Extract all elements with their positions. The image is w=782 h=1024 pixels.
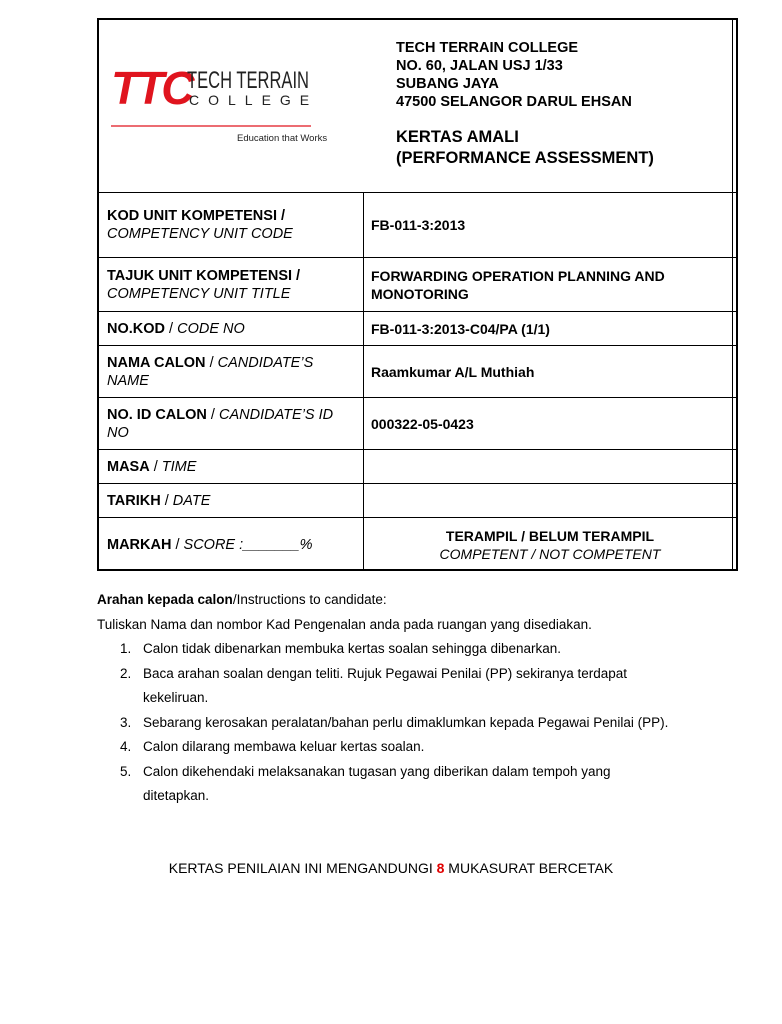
label-ms: MASA — [107, 458, 150, 475]
address-line: TECH TERRAIN COLLEGE — [396, 40, 579, 56]
value-text: FB-011-3:2013 — [371, 216, 466, 233]
instruction-item — [97, 711, 737, 736]
value-text: MONOTORING — [371, 285, 469, 302]
item-text: Calon dilarang membawa keluar kertas soalan. — [143, 739, 425, 754]
logo-tagline: Education that Works — [237, 133, 328, 144]
code-no-label — [99, 312, 364, 345]
label-sep: / — [165, 320, 178, 337]
item-text: Calon dikehendaki melaksanakan tugasan yang diberikan dalam tempoh yang — [143, 763, 611, 779]
date-value — [364, 484, 736, 517]
address-line: NO. 60, JALAN USJ 1/33 — [396, 58, 563, 74]
item-number: 5. — [120, 763, 132, 779]
paper-title-line: (PERFORMANCE ASSESSMENT) — [396, 149, 654, 167]
item-number: 4. — [120, 739, 132, 754]
label-ms: TAJUK UNIT KOMPETENSI / — [107, 267, 301, 284]
candidate-name-label — [99, 346, 364, 397]
time-value — [364, 450, 736, 483]
label-sep: / — [171, 536, 184, 553]
item-text: Sebarang kerosakan peralatan/bahan perlu dimaklumkan kepada Pegawai Penilai (PP). — [143, 714, 669, 730]
ttc-logo — [111, 50, 328, 160]
unit-title-value — [364, 258, 736, 311]
item-text: ditetapkan. — [143, 788, 210, 803]
college-address — [396, 39, 632, 111]
competency-result — [364, 518, 736, 571]
score-label — [99, 518, 364, 571]
logo-mark: TTC — [111, 62, 192, 114]
footer-text: MUKASURAT BERCETAK — [444, 860, 614, 876]
heading-bold: Arahan kepada calon — [97, 592, 233, 607]
label-en: COMPETENCY UNIT TITLE — [107, 285, 291, 302]
label-en: CANDIDATE’S — [217, 354, 314, 371]
value-text: FB-011-3:2013-C04/PA (1/1) — [371, 320, 550, 337]
label-ms: KOD UNIT KOMPETENSI / — [107, 207, 286, 224]
item-number: 3. — [120, 714, 132, 730]
label-sep: / — [205, 354, 218, 371]
candidate-name-value — [364, 346, 736, 397]
label-ms: NO. ID CALON — [107, 406, 207, 423]
logo-name-line1: TECH TERRAIN — [187, 67, 309, 94]
label-sep: / — [206, 406, 219, 423]
candidate-id-label — [99, 398, 364, 449]
unit-code-label — [99, 192, 364, 257]
label-en: COMPETENCY UNIT CODE — [107, 225, 293, 242]
value-text: Raamkumar A/L Muthiah — [371, 363, 535, 380]
item-text: kekeliruan. — [143, 690, 209, 705]
address-line: SUBANG JAYA — [396, 76, 499, 92]
label-en: SCORE :_______% — [183, 536, 313, 553]
item-text: Baca arahan soalan dengan teliti. Rujuk Pegawai Penilai (PP) sekiranya terdapat — [143, 665, 628, 681]
label-en: NO — [107, 424, 129, 441]
instructions-intro: Tuliskan Nama dan nombor Kad Pengenalan anda pada ruangan yang disediakan. — [97, 616, 592, 632]
result-ms: TERAMPIL / BELUM TERAMPIL — [445, 527, 655, 544]
label-en: TIME — [161, 458, 197, 475]
label-ms: MARKAH — [107, 536, 172, 553]
paper-title-line: KERTAS AMALI — [396, 128, 519, 146]
candidate-id-value — [364, 398, 736, 449]
instruction-item — [97, 735, 737, 760]
result-en: COMPETENT / NOT COMPETENT — [439, 545, 661, 562]
label-en: DATE — [172, 492, 211, 509]
label-en: CANDIDATE’S ID — [218, 406, 334, 423]
footer-text: KERTAS PENILAIAN INI MENGANDUNGI — [168, 860, 437, 876]
instructions-list — [97, 637, 737, 809]
label-sep: / — [160, 492, 173, 509]
row-unit-code — [99, 192, 736, 258]
row-unit-title — [99, 258, 736, 312]
row-code-no — [99, 312, 736, 346]
paper-title — [396, 127, 654, 169]
logo-name-line2: COLLEGE — [189, 92, 319, 108]
address-line: 47500 SELANGOR DARUL EHSAN — [396, 94, 632, 110]
row-time — [99, 450, 736, 484]
instructions-section — [97, 588, 737, 809]
code-no-value — [364, 312, 736, 345]
row-score — [99, 518, 736, 571]
instruction-item — [97, 760, 737, 809]
value-text: 000322-05-0423 — [371, 415, 474, 432]
instruction-item — [97, 637, 737, 662]
row-candidate-name — [99, 346, 736, 398]
item-number: 2. — [120, 665, 132, 681]
page-count-footer — [0, 860, 782, 876]
unit-code-value — [364, 192, 736, 257]
row-candidate-id — [99, 398, 736, 450]
assessment-cover-table — [97, 18, 738, 571]
instruction-item — [97, 662, 737, 711]
label-ms: NO.KOD — [107, 320, 165, 337]
label-en: CODE NO — [177, 320, 245, 337]
item-text: Calon tidak dibenarkan membuka kertas soalan sehingga dibenarkan. — [143, 641, 562, 656]
label-ms: NAMA CALON — [107, 354, 206, 371]
heading-rest: /Instructions to candidate: — [232, 592, 387, 607]
time-label — [99, 450, 364, 483]
item-number: 1. — [120, 641, 132, 656]
date-label — [99, 484, 364, 517]
label-sep: / — [149, 458, 162, 475]
row-date — [99, 484, 736, 518]
value-text: FORWARDING OPERATION PLANNING AND — [371, 267, 665, 284]
unit-title-label — [99, 258, 364, 311]
label-en: NAME — [107, 372, 149, 389]
header-section — [99, 20, 736, 193]
label-ms: TARIKH — [107, 492, 161, 509]
instructions-heading — [97, 588, 737, 613]
page-count: 8 — [436, 860, 445, 876]
